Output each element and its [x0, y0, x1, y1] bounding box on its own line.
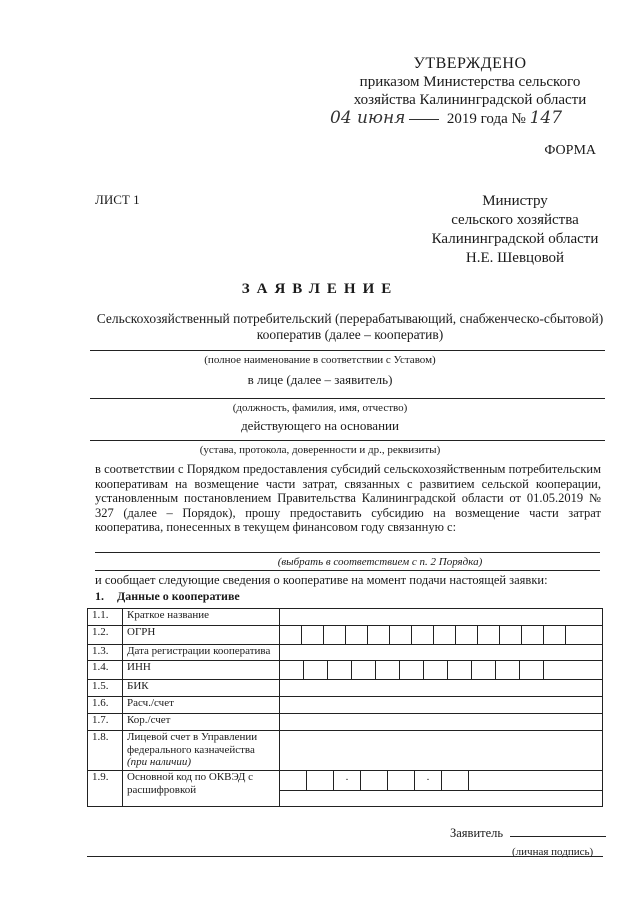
row-label: Кор./счет	[123, 714, 280, 731]
bik-field[interactable]	[280, 680, 603, 697]
approval-heading: УТВЕРЖДЕНО	[413, 55, 527, 72]
approval-line-2: хозяйства Калининградской области	[353, 92, 587, 108]
row-number: 1.2.	[88, 626, 123, 645]
section-number: 1.	[95, 589, 104, 603]
addressee-line-1: Министру	[482, 193, 548, 209]
row-number: 1.5.	[88, 680, 123, 697]
caption-full-name: (полное наименование в соответствии с Уставом)	[204, 354, 436, 366]
table-row	[88, 645, 603, 661]
section-title: Данные о кооперативе	[117, 589, 240, 603]
short-name-field[interactable]	[280, 609, 603, 626]
signature-label: Заявитель	[450, 826, 504, 840]
signature-block	[450, 826, 606, 841]
position-line[interactable]	[90, 398, 605, 399]
settlement-account-field[interactable]	[280, 697, 603, 714]
row-label: ИНН	[123, 661, 280, 680]
approval-line-1: приказом Министерства сельского	[359, 74, 581, 90]
acting-text: действующего на основании	[241, 418, 399, 433]
correspondent-account-field[interactable]	[280, 714, 603, 731]
registration-date-field[interactable]	[280, 645, 603, 661]
table-row	[88, 731, 603, 771]
row-number: 1.7.	[88, 714, 123, 731]
caption-select: (выбрать в соответствием с п. 2 Порядка)	[277, 556, 483, 568]
document-title: ЗАЯВЛЕНИЕ	[241, 281, 399, 297]
signature-line[interactable]	[510, 836, 606, 837]
addressee-line-3: Калининградской области	[431, 231, 599, 247]
caption-basis: (устава, протокола, доверенности и др., реквизиты)	[199, 444, 441, 456]
handwritten-number: 147	[529, 108, 563, 128]
cooperative-data-table	[87, 608, 603, 807]
approval-year-text: 2019 года №	[446, 111, 526, 127]
addressee-line-4: Н.Е. Шевцовой	[465, 250, 565, 266]
select-line[interactable]	[95, 552, 600, 553]
table-row	[88, 609, 603, 626]
approval-date-line	[330, 108, 562, 128]
row-number: 1.3.	[88, 645, 123, 661]
handwritten-date: 04 июня	[330, 108, 406, 128]
inn-field[interactable]	[280, 661, 603, 680]
row-label: Дата регистрации кооператива	[123, 645, 280, 661]
row-number: 1.6.	[88, 697, 123, 714]
caption-position: (должность, фамилия, имя, отчество)	[232, 402, 408, 414]
row-number: 1.8.	[88, 731, 123, 771]
treasury-account-field[interactable]	[280, 731, 603, 771]
hand-underline	[409, 119, 439, 120]
sheet-label: ЛИСТ 1	[95, 192, 140, 207]
row-label: Основной код по ОКВЭД с расшифровкой	[123, 771, 280, 807]
table-row	[88, 661, 603, 680]
addressee-line-2: сельского хозяйства	[451, 212, 579, 228]
table-row	[88, 714, 603, 731]
row-label: Расч./счет	[123, 697, 280, 714]
table-row	[88, 680, 603, 697]
full-name-line[interactable]	[90, 350, 605, 351]
okved-dot: .	[426, 771, 430, 783]
in-person-text: в лице (далее – заявитель)	[247, 372, 393, 387]
reports-text: и сообщает следующие сведения о кооперативе на момент подачи настоящей заявки:	[95, 573, 548, 587]
row-label: Краткое название	[123, 609, 280, 626]
request-paragraph: в соответствии с Порядком предоставления субсидий сельскохозяйственным потребительским кооперативам на возмещение части затрат, связанных с развитием сельской кооперации, установленным постановлением Правительства Калининградской области от 01.05.2019 № 327 (далее – Порядок), прошу предоставить субсидию на возмещение части затрат кооператива, понесенных в текущем финансовом году связанную с:	[95, 462, 601, 534]
intro-text: Сельскохозяйственный потребительский (перерабатывающий, снабженческо-сбытовой) кооператив (далее – кооператив)	[96, 311, 604, 342]
table-row	[88, 626, 603, 645]
row-label: ОГРН	[123, 626, 280, 645]
approval-block	[340, 55, 600, 109]
okved-dot: .	[345, 771, 349, 783]
ogrn-field[interactable]	[280, 626, 603, 645]
section-heading	[95, 589, 240, 604]
basis-line[interactable]	[90, 440, 605, 441]
row-note: (при наличии)	[127, 756, 192, 768]
select-line-2[interactable]	[95, 570, 600, 571]
table-row	[88, 771, 603, 807]
table-row	[88, 697, 603, 714]
row-number: 1.9.	[88, 771, 123, 807]
row-label-treasury	[123, 731, 280, 771]
okved-field[interactable]	[280, 771, 603, 807]
row-label: Лицевой счет в Управлении федерального казначейства	[127, 731, 258, 756]
signature-caption: (личная подпись)	[512, 846, 594, 858]
form-label: ФОРМА	[544, 143, 596, 158]
row-number: 1.4.	[88, 661, 123, 680]
row-label: БИК	[123, 680, 280, 697]
addressee-block	[420, 192, 610, 268]
row-number: 1.1.	[88, 609, 123, 626]
